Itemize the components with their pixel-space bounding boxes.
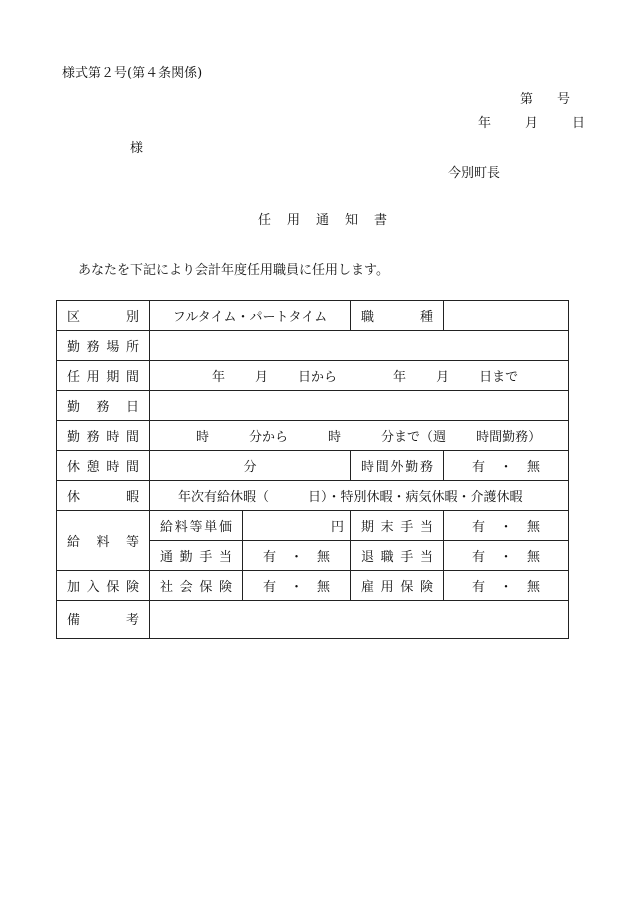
kinmu-jikan-value[interactable]: 時 分から 時 分まで（週 時間勤務） xyxy=(150,421,569,451)
ninyo-kikan-label: 任 用 期 間 xyxy=(57,361,150,391)
intro-text: あなたを下記により会計年度任用職員に任用します。 xyxy=(78,263,389,278)
kyuryo-label: 給 料 等 xyxy=(57,511,150,571)
issuer: 今別町長 xyxy=(448,166,501,181)
jikangai-value[interactable]: 有 ・ 無 xyxy=(444,451,569,481)
row-kyukei xyxy=(57,451,569,481)
kubun-label: 区 別 xyxy=(57,301,150,331)
kinmubi-label: 勤 務 日 xyxy=(57,391,150,421)
row-biko xyxy=(57,601,569,639)
row-kyuka xyxy=(57,481,569,511)
kinmu-jikan-label: 勤 務 時 間 xyxy=(57,421,150,451)
issue-date xyxy=(478,112,585,131)
tanka-label: 給 料 等 単 価 xyxy=(150,511,243,541)
form-code: 様式第２号(第４条関係) xyxy=(62,66,203,81)
shokushu-value[interactable] xyxy=(444,301,569,331)
number-label: 第 xyxy=(520,92,534,107)
jikangai-label: 時 間 外 勤 務 xyxy=(351,451,444,481)
kimatsu-label: 期 末 手 当 xyxy=(351,511,444,541)
row-kubun xyxy=(57,301,569,331)
row-kinmubi xyxy=(57,391,569,421)
date-day: 日 xyxy=(572,116,586,131)
date-year: 年 xyxy=(478,116,492,131)
number-suffix: 号 xyxy=(557,92,571,107)
document-title: 任用通知書 xyxy=(258,213,404,228)
taishoku-label: 退 職 手 当 xyxy=(351,541,444,571)
shokushu-label: 職 種 xyxy=(351,301,444,331)
row-kinmu-jikan xyxy=(57,421,569,451)
date-month: 月 xyxy=(525,116,539,131)
appointment-table xyxy=(56,300,569,639)
taishoku-value[interactable]: 有 ・ 無 xyxy=(444,541,569,571)
row-kyuryo-1 xyxy=(57,511,569,541)
kyukei-value[interactable]: 分 xyxy=(150,451,351,481)
koyo-label: 雇 用 保 険 xyxy=(351,571,444,601)
row-hoken xyxy=(57,571,569,601)
kinmu-basho-value[interactable] xyxy=(150,331,569,361)
row-kinmu-basho xyxy=(57,331,569,361)
koyo-value[interactable]: 有 ・ 無 xyxy=(444,571,569,601)
tsukin-value[interactable]: 有 ・ 無 xyxy=(243,541,351,571)
kimatsu-value[interactable]: 有 ・ 無 xyxy=(444,511,569,541)
biko-label: 備 考 xyxy=(57,601,150,639)
document-number xyxy=(520,88,570,107)
kyuka-label: 休 暇 xyxy=(57,481,150,511)
hoken-label: 加 入 保 険 xyxy=(57,571,150,601)
biko-value[interactable] xyxy=(150,601,569,639)
kinmubi-value[interactable] xyxy=(150,391,569,421)
kinmu-basho-label: 勤 務 場 所 xyxy=(57,331,150,361)
tsukin-label: 通 勤 手 当 xyxy=(150,541,243,571)
addressee: 様 xyxy=(130,141,144,156)
kyukei-label: 休 憩 時 間 xyxy=(57,451,150,481)
row-ninyo-kikan xyxy=(57,361,569,391)
kyuka-value[interactable]: 年次有給休暇（ 日）・特別休暇・病気休暇・介護休暇 xyxy=(150,481,569,511)
ninyo-kikan-value[interactable]: 年 月 日から 年 月 日まで xyxy=(150,361,569,391)
shakai-label: 社 会 保 険 xyxy=(150,571,243,601)
shakai-value[interactable]: 有 ・ 無 xyxy=(243,571,351,601)
kubun-value: フルタイム・パートタイム xyxy=(150,301,351,331)
tanka-value[interactable]: 円 xyxy=(243,511,351,541)
